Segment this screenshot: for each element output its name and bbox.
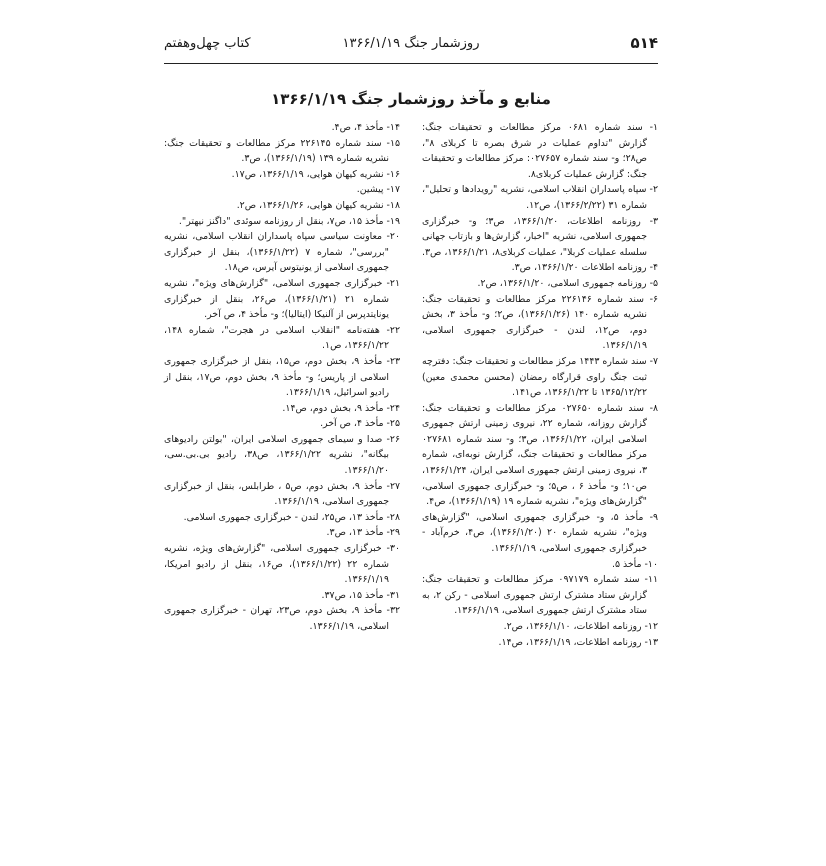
reference-entry: ۸- سند شماره ۰۲۷۶۵۰ مرکز مطالعات و تحقیقات جنگ: گزارش روزانه، شماره ۲۲، نیروی زمینی ارتش جمهوری اسلامی ایران، ۱۳۶۶/۱/۲۲، ص۳؛ و- سند شماره ۰۲۷۶۸۱ مرکز مطالعات و تحقیقات جنگ، گزارش نوبه‌ای، شماره ۳، نیروی زمینی ارتش جمهوری اسلامی ایران، ۱۳۶۶/۱/۲۴، ص۱۰؛ و- مأخذ ۶ ، ص۵؛ و- خبرگزاری جمهوری اسلامی، "گزارش‌های ویژه"، نشریه شماره ۱۹ (۱۳۶۶/۱/۱۹)، ص۴. [422,402,659,508]
reference-entry: ۳۲- مأخذ ۹، بخش دوم، ص۲۳، تهران - خبرگزاری جمهوری اسلامی، ۱۳۶۶/۱/۱۹. [164,605,401,632]
reference-entry: ۴- روزنامه اطلاعات ۱۳۶۶/۱/۲۰، ص۳. [511,262,658,274]
reference-entry: ۱۵- سند شماره ۲۲۶۱۴۵ مرکز مطالعات و تحقیقات جنگ: نشریه شماره ۱۳۹ (۱۳۶۶/۱/۱۹)، ص۳. [164,137,401,165]
reference-entry: ۱۳- روزنامه اطلاعات، ۱۳۶۶/۱/۱۹، ص۱۴. [498,636,658,648]
reference-entry: ۱۲- روزنامه اطلاعات، ۱۳۶۶/۱/۱۰، ص۲. [503,621,658,632]
header-rule [164,63,658,64]
reference-entry: ۲۸- مأخذ ۱۳، ص۲۵، لندن - خبرگزاری جمهوری اسلامی. [183,511,400,523]
references-right-column [422,120,658,650]
reference-entry: ۲۴- مأخذ ۹، بخش دوم، ص۱۴. [282,402,400,414]
section-title: منابع و مآخذ روزشمار جنگ ۱۳۶۶/۱/۱۹ [271,90,551,108]
reference-entry: ۳۰- خبرگزاری جمهوری اسلامی، "گزارش‌های ویژه، نشریه شماره ۲۲ (۱۳۶۶/۱/۲۲)، ص۱۶، بنقل از رادیو امریکا، ۱۳۶۶/۱/۱۹. [164,543,400,586]
reference-entry: ۲۱- خبرگزاری جمهوری اسلامی، "گزارش‌های ویژه"، نشریه شماره ۲۱ (۱۳۶۶/۱/۲۱)، ص۲۶، بنقل از خبرگزاری یونایتدپرس از آلنیکا (ایتالیا)؛ و- مأخذ ۴، ص آخر. [164,277,400,321]
reference-entry: ۲۳- مأخذ ۹، بخش دوم، ص۱۵، بنقل از خبرگزاری جمهوری اسلامی از پاریس؛ و- مأخذ ۹، بخش دوم، ص۱۷، بنقل از رادیو اسرائیل، ۱۳۶۶/۱/۱۹. [164,355,401,399]
reference-entry: ۱۱- سند شماره ۰۹۷۱۷۹ مرکز مطالعات و تحقیقات جنگ: گزارش ستاد مشترک ارتش جمهوری اسلامی - رکن ۲، به ستاد مشترک ارتش جمهوری اسلامی، ۱۳۶۶/۱/۱۹. [422,574,659,617]
page-header [164,34,658,62]
reference-entry: ۱- سند شماره ۰۶۸۱ مرکز مطالعات و تحقیقات جنگ: گزارش "تداوم عملیات در شرق بصره تا کربلای ۸"، ص۲۸؛ و- سند شماره ۰۲۷۶۵۷: مرکز مطالعات و تحقیقات جنگ: گزارش عملیات کربلای۸. [422,122,659,180]
reference-entry: ۱۴- مأخذ ۴، ص۴. [331,122,400,133]
reference-entry: ۱۶- نشریه کیهان هوایی، ۱۳۶۶/۱/۱۹، ص۱۷. [231,168,400,180]
reference-entry: ۲۹- مأخذ ۱۳، ص۳. [326,527,400,539]
reference-entry: ۱۰- مأخذ ۵. [611,558,658,570]
reference-entry: ۱۸- نشریه کیهان هوایی، ۱۳۶۶/۱/۲۶، ص۲. [236,199,400,211]
reference-entry: ۹- مأخذ ۵، و- خبرگزاری جمهوری اسلامی، "گزارش‌های ویژه"، نشریه شماره ۲۰ (۱۳۶۶/۱/۲۰)، ص۴، خرم‌آباد - خبرگزاری جمهوری اسلامی، ۱۳۶۶/۱/۱۹. [422,511,659,555]
reference-entry: ۲۶- صدا و سیمای جمهوری اسلامی ایران، "بولتن رادیوهای بیگانه"، نشریه ۱۳۶۶/۱/۲۲، ص۳۸، رادیو بی.بی.سی، ۱۳۶۶/۱/۲۰. [164,433,400,477]
reference-entry: ۲۰- معاونت سیاسی سپاه پاسداران انقلاب اسلامی، نشریه "بررسی"، شماره ۷ (۱۳۶۶/۱/۲۲)، بنقل از خبرگزاری جمهوری اسلامی از یونیتوس آیرس، ص۱۸. [164,231,400,274]
book-title: کتاب چهل‌وهفتم [164,36,251,51]
references-left-column [164,120,400,635]
reference-entry: ۲۵- مأخذ ۴، ص آخر. [320,418,400,430]
reference-entry: ۲۷- مأخذ ۹، بخش دوم، ص۵ ، طرابلس، بنقل از خبرگزاری جمهوری اسلامی، ۱۳۶۶/۱/۱۹. [164,480,401,508]
reference-entry: ۱۷- پیشین. [356,184,400,196]
page-number: ۵۱۴ [630,34,658,52]
reference-entry: ۳۱- مأخذ ۱۵، ص۳۷. [321,589,400,601]
reference-entry: ۲۲- هفته‌نامه "انقلاب اسلامی در هجرت"، شماره ۱۴۸، ۱۳۶۶/۱/۲۲، ص۱. [164,324,400,352]
reference-entry: ۱۹- مأخذ ۱۵، ص۷، بنقل از روزنامه سوئدی "داگنز نیهتر". [178,215,400,227]
reference-entry: ۶- سند شماره ۲۲۶۱۴۶ مرکز مطالعات و تحقیقات جنگ: نشریه شماره ۱۴۰ (۱۳۶۶/۱/۲۶)، ص۲؛ و- مأخذ ۳، بخش دوم، ص۱۲، لندن - خبرگزاری جمهوری اسلامی، ۱۳۶۶/۱/۱۹. [422,293,659,352]
reference-entry: ۲- سپاه پاسداران انقلاب اسلامی، نشریه "رویدادها و تحلیل"، شماره ۳۱ (۱۳۶۶/۲/۲۲)، ص۱۲. [422,184,658,211]
reference-entry: ۷- سند شماره ۱۴۴۳ مرکز مطالعات و تحقیقات جنگ: دفترچه ثبت جنگ راوی قرارگاه رمضان (محسن محمدی معین) ۱۳۶۵/۱۲/۲۲ تا ۱۳۶۶/۱/۲۲، ص۱۴۱. [422,355,659,399]
reference-entry: ۵- روزنامه جمهوری اسلامی، ۱۳۶۶/۱/۲۰، ص۲. [477,277,658,289]
reference-entry: ۳- روزنامه اطلاعات، ۱۳۶۶/۱/۲۰، ص۳؛ و- خبرگزاری جمهوری اسلامی، نشریه "اخبار، گزارش‌ها و بازتاب جهانی سلسله عملیات کربلا"، عملیات کربلای۸، ۱۳۶۶/۱/۲۱، ص۳. [422,215,658,258]
running-title: روزشمار جنگ ۱۳۶۶/۱/۱۹ [342,36,480,51]
